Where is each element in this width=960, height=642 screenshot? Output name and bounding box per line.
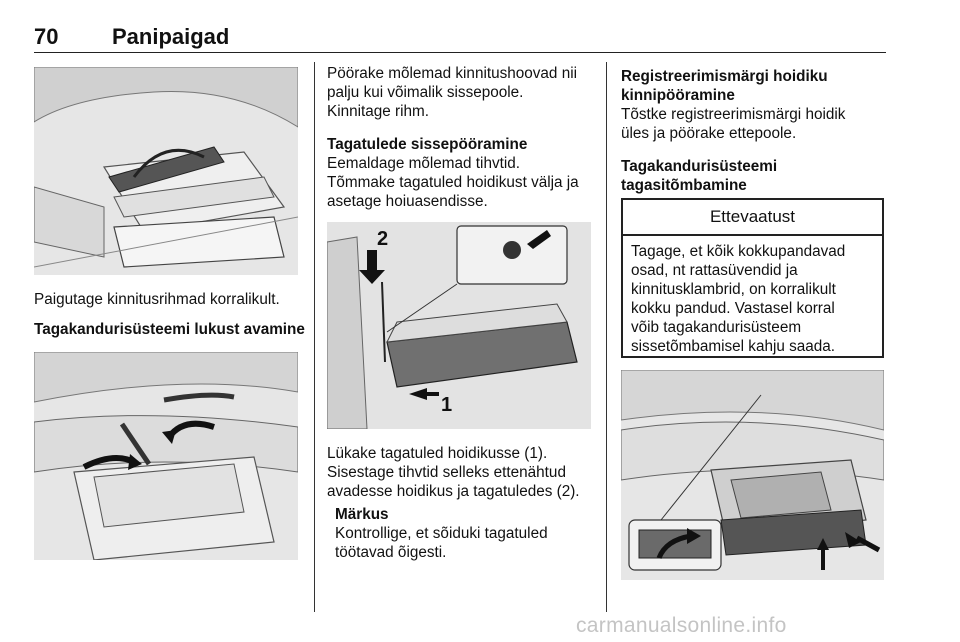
watermark: carmanualsonline.info: [576, 614, 787, 637]
caution-line-4: kokku pandud. Vastasel korral: [631, 300, 835, 317]
plate-body-line-1: Tõstke registreerimismärgi hoidik: [621, 106, 846, 123]
illustration-retract-carrier: [621, 370, 884, 580]
caution-body: [623, 236, 882, 356]
section-line-1: Eemaldage mõlemad tihvtid.: [327, 155, 521, 172]
caution-line-2: osad, nt rattasüvendid ja: [631, 262, 798, 279]
note-heading: Märkus: [335, 506, 389, 523]
caution-line-5: võib tagakandurisüsteem: [631, 319, 802, 336]
heading-swing-in-lights: Tagatulede sissepööramine: [327, 136, 528, 153]
column-divider-1: [314, 62, 315, 612]
note-line-1: Kontrollige, et sõiduki tagatuled: [335, 525, 548, 542]
column-divider-2: [606, 62, 607, 612]
caution-line-1: Tagage, et kõik kokkupandavad: [631, 243, 846, 260]
caution-title: Ettevaatust: [623, 200, 882, 236]
figure-label-2: 2: [377, 228, 389, 250]
heading-unlock-carrier: Tagakandurisüsteemi lukust avamine: [34, 321, 305, 338]
heading-plate-holder-line-2: kinnipööramine: [621, 87, 735, 104]
heading-retract-line-1: Tagakandurisüsteemi: [621, 158, 778, 175]
intro-line-2: palju kui võimalik sissepoole.: [327, 84, 524, 101]
heading-retract-line-2: tagasitõmbamine: [621, 177, 747, 194]
after-line-2: Sisestage tihvtid selleks ettenähtud: [327, 464, 566, 481]
intro-line-3: Kinnitage rihm.: [327, 103, 430, 120]
heading-plate-holder-line-1: Registreerimismärgi hoidiku: [621, 68, 828, 85]
illustration-taillights: [327, 222, 591, 429]
section-line-3: asetage hoiuasendisse.: [327, 193, 488, 210]
caution-line-6: sissetõmbamisel kahju saada.: [631, 338, 836, 355]
header-rule: [34, 52, 886, 53]
plate-body-line-2: üles ja pöörake ettepoole.: [621, 125, 797, 142]
page-number: 70: [34, 24, 59, 49]
caution-line-3: kinnitusklambrid, on korralikult: [631, 281, 836, 298]
after-line-3: avadesse hoidikus ja tagatuledes (2).: [327, 483, 580, 500]
figure-label-1: 1: [441, 394, 453, 416]
after-line-1: Lükake tagatuled hoidikusse (1).: [327, 445, 548, 462]
illustration-unlock-carrier: [34, 352, 298, 560]
section-line-2: Tõmmake tagatuled hoidikust välja ja: [327, 174, 579, 191]
page-title: Panipaigad: [112, 24, 230, 49]
illustration-strap-placement: [34, 67, 298, 275]
caution-box: [621, 198, 884, 358]
intro-line-1: Pöörake mõlemad kinnitushoovad nii: [327, 65, 577, 82]
note-line-2: töötavad õigesti.: [335, 544, 447, 561]
caption-strap: Paigutage kinnitusrihmad korralikult.: [34, 291, 280, 308]
